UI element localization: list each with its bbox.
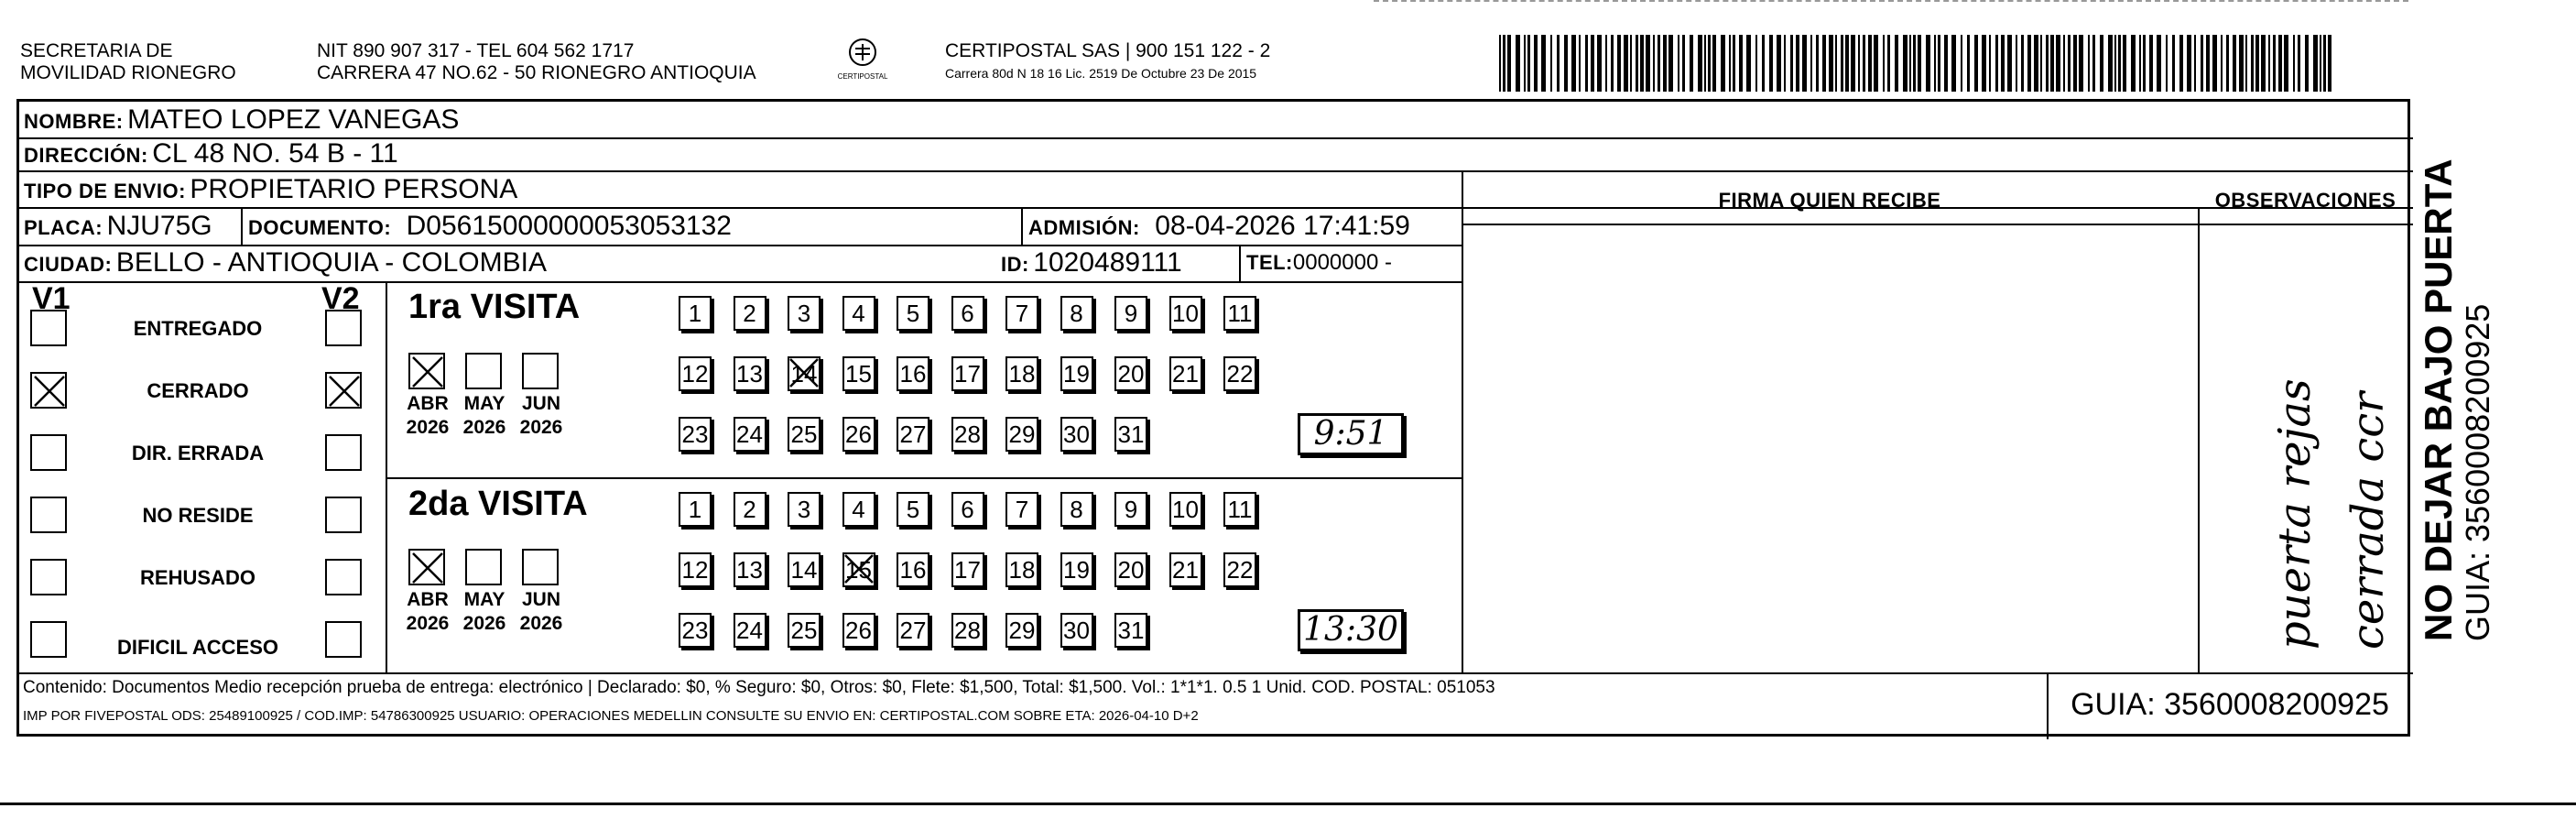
barcode-bar	[1698, 35, 1702, 92]
barcode-bar	[2092, 35, 2095, 92]
visit2-day-cell: 18	[1005, 552, 1038, 587]
status-label: NO RESIDE	[142, 504, 254, 527]
visit2-day-cell: 21	[1169, 552, 1202, 587]
visit1-time-box: 9:51	[1298, 413, 1404, 455]
visit1-month-box	[408, 353, 445, 389]
side-line2: GUIA: 3560008200925	[2459, 303, 2496, 641]
placa-label: PLACA:	[24, 216, 103, 239]
tel-field	[1246, 246, 1392, 282]
visit2-day-cell: 2	[734, 492, 766, 527]
barcode-bar	[1961, 35, 1962, 92]
documento-value: D05615000000053053132	[406, 211, 732, 241]
direccion-value: CL 48 NO. 54 B - 11	[152, 138, 398, 169]
visit2-day-cell: 13	[734, 552, 766, 587]
barcode-bar	[2251, 35, 2254, 92]
barcode-bar	[2239, 35, 2244, 92]
visit2-day-cell: 20	[1114, 552, 1147, 587]
barcode-bar	[2157, 35, 2161, 92]
visit1-day-cell: 2	[734, 296, 766, 331]
v2-checkbox-1	[325, 372, 362, 409]
v2-checkbox-5	[325, 621, 362, 658]
barcode-bar	[2166, 35, 2168, 92]
bottom-rule	[0, 803, 2576, 805]
id-value: 1020489111	[1033, 247, 1182, 278]
barcode-bar	[2278, 35, 2282, 92]
barcode-bar	[1895, 35, 1898, 92]
visit2-month-label: ABR	[407, 589, 449, 610]
barcode-bar	[2027, 35, 2031, 92]
barcode-bar	[2114, 35, 2116, 92]
barcode-bar	[2088, 35, 2090, 92]
org-line2: MOVILIDAD RIONEGRO	[20, 62, 236, 83]
visit1-title: 1ra VISITA	[408, 288, 581, 326]
courier-info	[945, 40, 1270, 82]
v2-checkbox-2	[325, 434, 362, 471]
v2-header: V2	[321, 281, 360, 316]
visit2-day-cell: 8	[1060, 492, 1093, 527]
visit1-day-cell: 15	[842, 356, 875, 391]
barcode-bar	[2212, 35, 2217, 92]
delivery-form	[16, 99, 2410, 737]
visit2-day-cell: 11	[1223, 492, 1256, 527]
visit1-month-label: JUN	[521, 393, 560, 414]
placa-field	[24, 210, 212, 247]
visit1-day-cell: 1	[679, 296, 712, 331]
barcode-bar	[1934, 35, 1936, 92]
barcode-bar	[1995, 35, 1998, 92]
visit2-day-cell: 27	[897, 613, 929, 648]
barcode-bar	[2320, 35, 2321, 92]
visit2-day-cell: 17	[951, 552, 984, 587]
id-field	[1001, 246, 1182, 284]
barcode-bar	[2131, 35, 2136, 92]
ciudad-label: CIUDAD:	[24, 253, 113, 276]
courier-line1: CERTIPOSTAL SAS | 900 151 122 - 2	[945, 40, 1271, 61]
visit1-day-cell: 21	[1169, 356, 1202, 391]
visit2-day-cell: 1	[679, 492, 712, 527]
visit2-day-cell: 16	[897, 552, 929, 587]
barcode-bar	[2323, 35, 2326, 92]
barcode-bar	[1653, 35, 1655, 92]
imp-line: IMP POR FIVEPOSTAL ODS: 25489100925 / COD.IMP: 54786300925 USUARIO: OPERACIONES MEDELLIN CONSULTE SU ENVIO EN: CERTIPOSTAL.COM SOBRE ETA: 2026-04-10 D+2	[23, 708, 1199, 724]
tipo-field	[24, 173, 517, 211]
barcode-bar	[2179, 35, 2183, 92]
visit1-day-cell: 3	[788, 296, 821, 331]
barcode-bar	[1982, 35, 1986, 92]
barcode-bar	[1640, 35, 1644, 92]
visit1-day-cell: 30	[1060, 417, 1093, 452]
org-name	[20, 40, 236, 84]
barcode-bar	[2233, 35, 2236, 92]
visit2-day-cell: 22	[1223, 552, 1256, 587]
barcode-bar	[1624, 35, 1628, 92]
barcode-bar	[1550, 35, 1552, 92]
visit2-day-cell: 4	[842, 492, 875, 527]
barcode-bar	[1938, 35, 1940, 92]
barcode-bar	[2139, 35, 2141, 92]
barcode-bar	[2284, 35, 2288, 92]
handwriting-line1: puerta rejas	[2269, 378, 2321, 650]
barcode-bar	[1944, 35, 1948, 92]
nombre-label: NOMBRE:	[24, 110, 124, 133]
org-line1: SECRETARIA DE	[20, 40, 173, 61]
barcode-bar	[1571, 35, 1576, 92]
status-label: REHUSADO	[140, 566, 255, 589]
visit2-day-cell: 7	[1005, 492, 1038, 527]
barcode-bar	[2040, 35, 2042, 92]
barcode-bar	[1708, 35, 1711, 92]
barcode-bar	[2273, 35, 2276, 92]
barcode-bar	[1597, 35, 1602, 92]
barcode-bar	[2034, 35, 2038, 92]
visit1-day-cell: 10	[1169, 296, 1202, 331]
barcode-bar	[1816, 35, 1819, 92]
barcode-bar	[1851, 35, 1855, 92]
visit2-day-cell: 6	[951, 492, 984, 527]
admision-value: 08-04-2026 17:41:59	[1155, 211, 1410, 241]
barcode-bar	[1564, 35, 1568, 92]
barcode-bar	[1868, 35, 1872, 92]
visit1-day-cell: 14	[788, 356, 821, 391]
barcode-bar	[2123, 35, 2126, 92]
barcode-bar	[1636, 35, 1638, 92]
barcode-bar	[1926, 35, 1930, 92]
barcode-bar	[1777, 35, 1781, 92]
barcode-bar	[2149, 35, 2153, 92]
visit1-day-cell: 29	[1005, 417, 1038, 452]
barcode-bar	[1769, 35, 1773, 92]
side-line1: NO DEJAR BAJO PUERTA	[2417, 158, 2460, 641]
v1-checkbox-1	[30, 372, 67, 409]
barcode-bar	[2255, 35, 2259, 92]
v2-checkbox-4	[325, 559, 362, 595]
visit2-year-label: 2026	[406, 613, 450, 634]
visit2-title: 2da VISITA	[408, 485, 588, 523]
side-label	[2418, 128, 2496, 641]
visit1-day-cell: 23	[679, 417, 712, 452]
visit2-day-cell: 19	[1060, 552, 1093, 587]
logo-text: CERTIPOSTAL	[837, 72, 888, 81]
tel-value: 0000000 -	[1292, 250, 1392, 275]
barcode-bar	[2079, 35, 2083, 92]
barcode-bar	[1534, 35, 1538, 92]
barcode-bar	[1503, 35, 1505, 92]
barcode-bar	[1733, 35, 1735, 92]
barcode-bar	[1883, 35, 1885, 92]
visit2-month-box	[465, 549, 502, 585]
tel-label: TEL:	[1246, 251, 1293, 274]
visit1-day-cell: 24	[734, 417, 766, 452]
visit1-day-cell: 4	[842, 296, 875, 331]
v1-checkbox-2	[30, 434, 67, 471]
visit1-month-box	[465, 353, 502, 389]
barcode-bar	[2268, 35, 2270, 92]
handwriting-line2: cerrada ccr	[2342, 391, 2394, 650]
visit1-month-label: ABR	[407, 393, 449, 414]
visit1-day-cell: 7	[1005, 296, 1038, 331]
direccion-field	[24, 137, 398, 175]
barcode-bar	[2261, 35, 2266, 92]
barcode-bar	[1974, 35, 1978, 92]
org-contact	[317, 40, 756, 84]
barcode-bar	[1909, 35, 1911, 92]
visit1-year-label: 2026	[519, 417, 563, 438]
nombre-field	[24, 104, 459, 141]
visit2-day-cell: 29	[1005, 613, 1038, 648]
barcode-bar	[2226, 35, 2229, 92]
visit2-day-cell: 30	[1060, 613, 1093, 648]
id-label: ID:	[1001, 253, 1029, 276]
barcode-bar	[1712, 35, 1716, 92]
barcode-bar	[1527, 35, 1530, 92]
barcode-bar	[1810, 35, 1812, 92]
visit2-day-cell: 31	[1114, 613, 1147, 648]
barcode-bar	[2298, 35, 2300, 92]
barcode-bar	[1755, 35, 1757, 92]
placa-value: NJU75G	[106, 211, 212, 241]
barcode-bar	[1863, 35, 1865, 92]
observaciones-handwriting	[2203, 276, 2405, 665]
firma-label: FIRMA QUIEN RECIBE	[1718, 189, 1941, 212]
logo-icon	[847, 37, 878, 68]
nombre-value: MATEO LOPEZ VANEGAS	[127, 104, 460, 135]
barcode-bar	[1887, 35, 1890, 92]
visit2-day-cell: 28	[951, 613, 984, 648]
visit1-day-cell: 6	[951, 296, 984, 331]
tipo-label: TIPO DE ENVIO:	[24, 180, 186, 202]
barcode-bar	[1835, 35, 1837, 92]
barcode-bar	[1721, 35, 1725, 92]
visit2-day-cell: 3	[788, 492, 821, 527]
guia-footer: GUIA: 3560008200925	[2071, 687, 2389, 722]
visit1-day-cell: 5	[897, 296, 929, 331]
ciudad-value: BELLO - ANTIOQUIA - COLOMBIA	[115, 247, 547, 278]
barcode-bar	[2313, 35, 2318, 92]
visit2-day-cell: 5	[897, 492, 929, 527]
top-edge	[1374, 0, 2408, 5]
visit2-day-cell: 10	[1169, 492, 1202, 527]
barcode-bar	[1790, 35, 1793, 92]
visit1-year-label: 2026	[462, 417, 506, 438]
barcode-bar	[1858, 35, 1860, 92]
barcode-bar	[2194, 35, 2196, 92]
barcode-bar	[1507, 35, 1511, 92]
visit2-day-cell: 15	[842, 552, 875, 587]
barcode-bar	[2143, 35, 2146, 92]
barcode-bar	[2245, 35, 2247, 92]
barcode-bar	[2221, 35, 2223, 92]
barcode	[1499, 35, 2333, 92]
status-label: DIFICIL ACCESO	[116, 636, 278, 659]
barcode-bar	[2305, 35, 2309, 92]
barcode-bar	[1762, 35, 1765, 92]
v2-checkbox-3	[325, 497, 362, 533]
status-label: ENTREGADO	[133, 317, 263, 340]
visit1-day-cell: 27	[897, 417, 929, 452]
visit2-day-cell: 24	[734, 613, 766, 648]
barcode-bar	[1903, 35, 1908, 92]
visit2-day-cell: 9	[1114, 492, 1147, 527]
barcode-bar	[1605, 35, 1607, 92]
v1-header: V1	[32, 281, 71, 316]
barcode-bar	[2046, 35, 2049, 92]
barcode-bar	[1668, 35, 1673, 92]
v1-checkbox-5	[30, 621, 67, 658]
barcode-bar	[2068, 35, 2071, 92]
barcode-bar	[2016, 35, 2017, 92]
visit1-day-cell: 17	[951, 356, 984, 391]
barcode-bar	[1918, 35, 1921, 92]
visit2-year-label: 2026	[519, 613, 563, 634]
direccion-label: DIRECCIÓN:	[24, 144, 148, 167]
barcode-bar	[1822, 35, 1826, 92]
visit1-day-cell: 13	[734, 356, 766, 391]
documento-field	[248, 210, 732, 247]
visit2-day-cell: 26	[842, 613, 875, 648]
visit1-day-cell: 25	[788, 417, 821, 452]
barcode-bar	[1802, 35, 1807, 92]
barcode-bar	[1704, 35, 1706, 92]
barcode-bar	[1796, 35, 1799, 92]
barcode-bar	[2172, 35, 2175, 92]
visit2-month-box	[408, 549, 445, 585]
barcode-bar	[2187, 35, 2191, 92]
status-label: CERRADO	[147, 379, 249, 402]
v1-checkbox-4	[30, 559, 67, 595]
barcode-bar	[1524, 35, 1526, 92]
barcode-bar	[2021, 35, 2024, 92]
visit1-month-label: MAY	[463, 393, 505, 414]
barcode-bar	[2056, 35, 2060, 92]
barcode-bar	[1617, 35, 1621, 92]
visit2-month-label: MAY	[463, 589, 505, 610]
barcode-bar	[1557, 35, 1560, 92]
observaciones-label: OBSERVACIONES	[2214, 189, 2397, 212]
visit1-day-cell: 18	[1005, 356, 1038, 391]
barcode-bar	[1784, 35, 1786, 92]
visit1-day-cell: 9	[1114, 296, 1147, 331]
barcode-bar	[1874, 35, 1878, 92]
barcode-bar	[1829, 35, 1833, 92]
visit1-year-label: 2026	[406, 417, 450, 438]
barcode-bar	[1678, 35, 1679, 92]
visit1-day-cell: 8	[1060, 296, 1093, 331]
barcode-bar	[2108, 35, 2113, 92]
barcode-bar	[2050, 35, 2054, 92]
ciudad-field	[24, 246, 547, 284]
barcode-bar	[1646, 35, 1650, 92]
barcode-bar	[2328, 35, 2331, 92]
barcode-bar	[1579, 35, 1581, 92]
barcode-bar	[2001, 35, 2005, 92]
visit2-year-label: 2026	[462, 613, 506, 634]
barcode-bar	[1499, 35, 1501, 92]
barcode-bar	[1951, 35, 1956, 92]
barcode-bar	[1989, 35, 1991, 92]
v1-checkbox-0	[30, 310, 67, 346]
barcode-bar	[2100, 35, 2103, 92]
visit2-day-cell: 12	[679, 552, 712, 587]
visit1-day-cell: 26	[842, 417, 875, 452]
barcode-bar	[2293, 35, 2295, 92]
barcode-bar	[1739, 35, 1743, 92]
visit2-time-box: 13:30	[1298, 609, 1404, 651]
documento-label: DOCUMENTO:	[248, 216, 392, 239]
barcode-bar	[1729, 35, 1731, 92]
visit2-day-cell: 23	[679, 613, 712, 648]
visit2-day-cell: 25	[788, 613, 821, 648]
contenido-line: Contenido: Documentos Medio recepción prueba de entrega: electrónico | Declarado: $0, % Seguro: $0, Otros: $0, Flete: $1,500, Total: $1,500. Vol.: 1*1*1. 0.5 1 Unid. COD. POSTAL: 051053	[23, 678, 1495, 697]
visit2-month-box	[522, 549, 559, 585]
barcode-bar	[1841, 35, 1843, 92]
visit1-day-cell: 31	[1114, 417, 1147, 452]
barcode-bar	[1516, 35, 1520, 92]
barcode-bar	[1541, 35, 1546, 92]
barcode-bar	[1658, 35, 1660, 92]
barcode-bar	[1913, 35, 1916, 92]
barcode-bar	[2201, 35, 2203, 92]
visit2-month-label: JUN	[521, 589, 560, 610]
v1-checkbox-3	[30, 497, 67, 533]
v2-checkbox-0	[325, 310, 362, 346]
barcode-bar	[1591, 35, 1594, 92]
barcode-bar	[1682, 35, 1685, 92]
tipo-value: PROPIETARIO PERSONA	[190, 174, 518, 204]
barcode-bar	[2206, 35, 2210, 92]
barcode-bar	[1690, 35, 1693, 92]
visit1-day-cell: 22	[1223, 356, 1256, 391]
barcode-bar	[2007, 35, 2012, 92]
admision-label: ADMISIÓN:	[1028, 216, 1140, 239]
visit1-day-cell: 11	[1223, 296, 1256, 331]
address-line: CARRERA 47 NO.62 - 50 RIONEGRO ANTIOQUIA	[317, 62, 756, 83]
barcode-bar	[1611, 35, 1614, 92]
barcode-bar	[1746, 35, 1751, 92]
barcode-bar	[1630, 35, 1632, 92]
nit-line: NIT 890 907 317 - TEL 604 562 1717	[317, 40, 635, 61]
barcode-bar	[2063, 35, 2065, 92]
visit1-month-box	[522, 353, 559, 389]
visit1-day-cell: 19	[1060, 356, 1093, 391]
barcode-bar	[2073, 35, 2077, 92]
barcode-bar	[1663, 35, 1667, 92]
visit1-day-cell: 16	[897, 356, 929, 391]
barcode-bar	[2118, 35, 2121, 92]
certipostal-logo	[830, 37, 896, 86]
barcode-bar	[1845, 35, 1849, 92]
visit1-day-cell: 12	[679, 356, 712, 391]
visit1-day-cell: 20	[1114, 356, 1147, 391]
barcode-bar	[1585, 35, 1588, 92]
visit1-day-cell: 28	[951, 417, 984, 452]
courier-line2: Carrera 80d N 18 16 Lic. 2519 De Octubre 23 De 2015	[945, 66, 1257, 81]
admision-field	[1028, 210, 1410, 247]
barcode-bar	[1967, 35, 1970, 92]
status-label: DIR. ERRADA	[131, 442, 265, 464]
visit2-day-cell: 14	[788, 552, 821, 587]
